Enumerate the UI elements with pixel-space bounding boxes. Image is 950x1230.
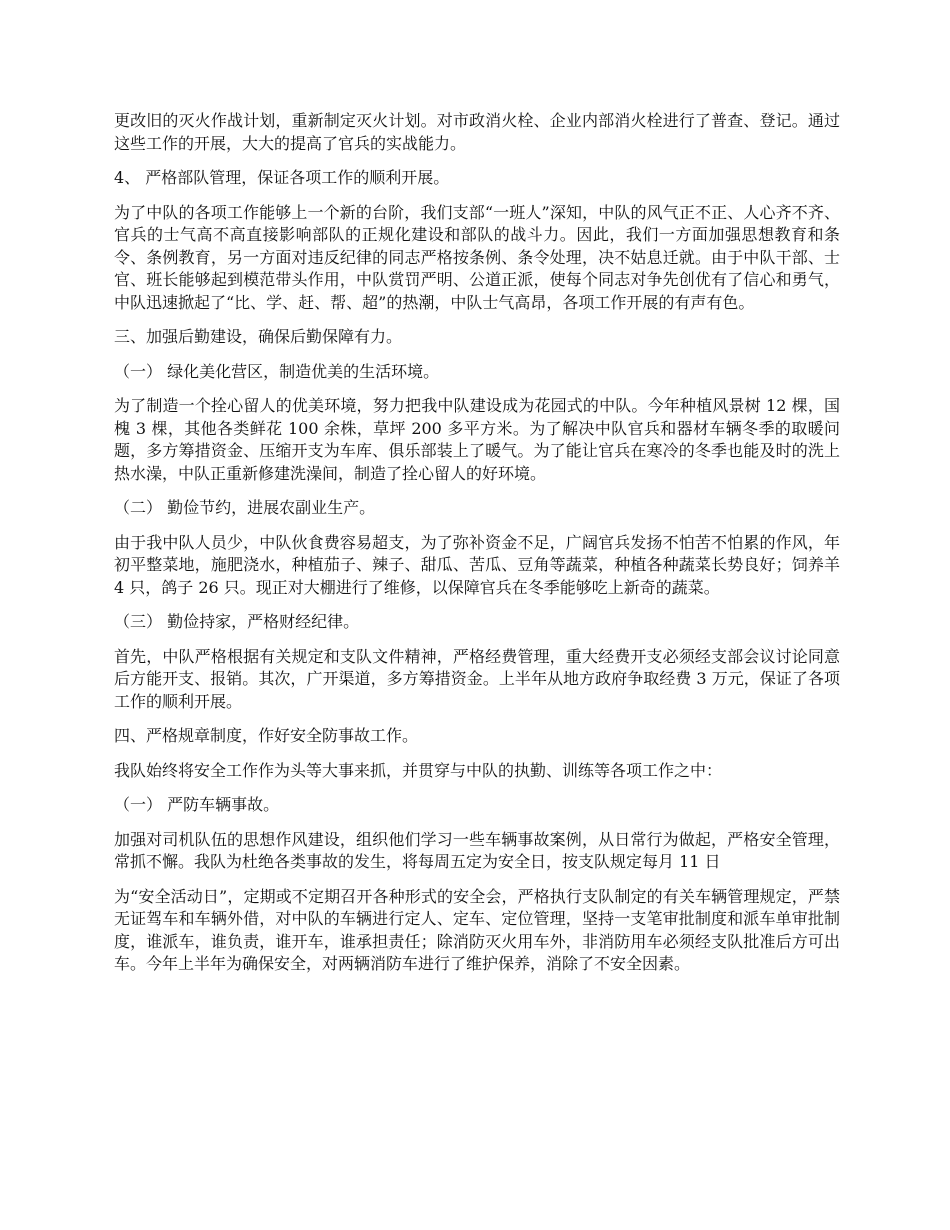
section-heading-four: 四、严格规章制度，作好安全防事故工作。 bbox=[114, 726, 419, 745]
subheading-2: （二） 勤俭节约，进展农副业生产。 bbox=[114, 498, 376, 517]
paragraph-management: 为了中队的各项工作能够上一个新的台阶，我们支部“一班人”深知，中队的风气正不正、人心齐不齐、官兵的士气高不高直接影响部队的正规化建设和部队的战斗力。因此，我们一方面加强思想教育和条令、条例教育，另一方面对违反纪律的同志严格按条例、条令处理，决不姑息迁就。由于中队干部、士官、班长能够起到模范带头作用，中队赏罚严明、公道正派，使每个同志对争先创优有了信心和勇气，中队迅速掀起了“比、学、赶、帮、超”的热潮，中队士气高昂，各项工作开展的有声有色。 bbox=[114, 202, 840, 312]
document-body bbox=[114, 110, 840, 988]
section-heading-4: 4、 严格部队管理，保证各项工作的顺利开展。 bbox=[114, 168, 450, 187]
subheading-3: （三） 勤俭持家，严格财经纪律。 bbox=[114, 612, 360, 631]
subheading-vehicle: （一） 严防车辆事故。 bbox=[114, 795, 280, 814]
paragraph-greening: 为了制造一个拴心留人的优美环境，努力把我中队建设成为花园式的中队。今年种植风景树 12 棵，国槐 3 棵，其他各类鲜花 100 余株，草坪 200 多平方米。为了解决中队官兵和器材车辆冬季的取暖问题，多方筹措资金、压缩开支为车库、俱乐部装上了暖气。为了能让官兵在寒冷的冬季也能及时的洗上热水澡，中队正重新修建洗澡间，制造了拴心留人的好环境。 bbox=[114, 396, 840, 483]
paragraph-finance: 首先，中队严格根据有关规定和支队文件精神，严格经费管理，重大经费开支必须经支部会议讨论同意后方能开支、报销。其次，广开渠道，多方筹措资金。上半年从地方政府争取经费 3 万元，保证了各项工作的顺利开展。 bbox=[114, 646, 840, 711]
section-heading-3: 三、加强后勤建设，确保后勤保障有力。 bbox=[114, 327, 403, 346]
paragraph-safety-intro: 我队始终将安全工作作为头等大事来抓，并贯穿与中队的执勤、训练等各项工作之中： bbox=[114, 760, 723, 780]
paragraph-safety-day: 为“安全活动日”，定期或不定期召开各种形式的安全会，严格执行支队制定的有关车辆管理规定，严禁无证驾车和车辆外借，对中队的车辆进行定人、定车、定位管理，坚持一支笔审批制度和派车单审批制度，谁派车，谁负责，谁开车，谁承担责任；除消防灭火用车外，非消防用车必须经支队批准后方可出车。今年上半年为确保安全，对两辆消防车进行了维护保养，消除了不安全因素。 bbox=[114, 886, 840, 973]
paragraph-drivers: 加强对司机队伍的思想作风建设，组织他们学习一些车辆事故案例，从日常行为做起，严格安全管理，常抓不懈。我队为杜绝各类事故的发生，将每周五定为安全日，按支队规定每月 11 日 bbox=[114, 829, 840, 871]
paragraph-continuation: 更改旧的灭火作战计划，重新制定灭火计划。对市政消火栓、企业内部消火栓进行了普查、登记。通过这些工作的开展，大大的提高了官兵的实战能力。 bbox=[114, 111, 840, 153]
subheading-1: （一） 绿化美化营区，制造优美的生活环境。 bbox=[114, 361, 440, 381]
paragraph-farming: 由于我中队人员少，中队伙食费容易超支，为了弥补资金不足，广阔官兵发扬不怕苦不怕累的作风，年初平整菜地，施肥浇水，种植茄子、辣子、甜瓜、苦瓜、豆角等蔬菜，种植各种蔬菜长势良好；饲养羊 4 只，鸽子 26 只。现正对大棚进行了维修，以保障官兵在冬季能够吃上新奇的蔬菜。 bbox=[114, 532, 840, 597]
